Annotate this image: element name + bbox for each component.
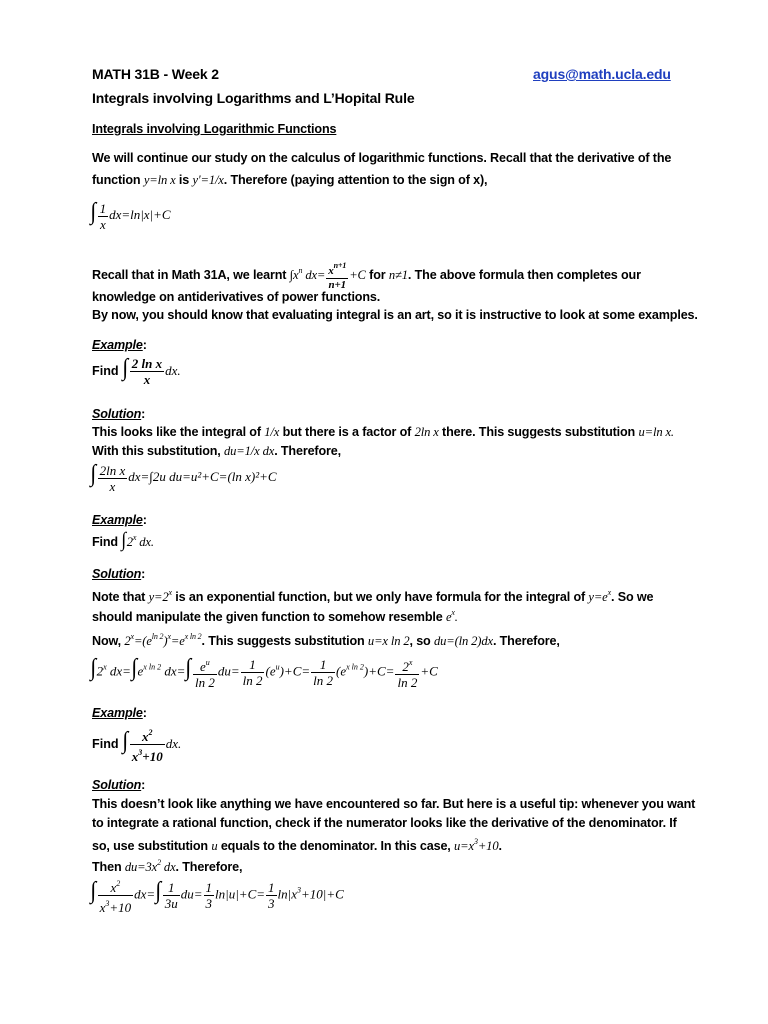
example-3-solution-line-2: to integrate a rational function, check if the numerator looks like the derivative of the denominator. If (92, 816, 677, 830)
intro-line-1: We will continue our study on the calculus of logarithmic functions. Recall that the derivative of the (92, 151, 672, 165)
intro-line-6: By now, you should know that evaluating integral is an art, so it is instructive to look at some examples. (92, 308, 698, 322)
example-3-result: ∫ $\frac{x^2}{x^3+10}$ dx=∫ $\frac{1}{3u}$ du= $\frac{1}{3}$ ln|u|+C= $\frac{1}{3}$ $\ln|x^3+10|+C$ (90, 878, 344, 915)
document-title: MATH 31B - Week 2 (92, 66, 219, 82)
example-2-solution-label: Solution: (92, 567, 146, 581)
example-3-solution-line-3: so, use substitution u equals to the denominator. In this case, $u=x^3+10$. (92, 837, 502, 853)
example-2-solution-line-3: Now, $2^x=(e^{ln 2})^x=e^{x ln 2}$. This suggests substitution u=x ln 2, so du=(ln 2)dx. Therefore, (92, 632, 560, 648)
example-1-solution-label: Solution: (92, 407, 146, 421)
formula-log-integral: ∫ $\frac{1}{x}$ dx=ln|x|+C (90, 199, 171, 232)
example-2-solution-line-1: Note that $y=2^x$ is an exponential function, but we only have formula for the integral of $y=e^x$. So we (92, 588, 654, 604)
intro-recall-line: Recall that in Math 31A, we learnt $\int x^n$ dx= $\frac{x^{n+1}}{n+1}$ +C for n≠1. The above formula then completes our (92, 261, 641, 291)
example-3-solution-label: Solution: (92, 778, 146, 792)
example-2-solution-line-2: should manipulate the given function to somehow resemble $e^x$. (92, 608, 458, 624)
email-link[interactable]: agus@math.ucla.edu (533, 66, 671, 82)
example-2-label: Example: (92, 513, 147, 527)
example-1-label: Example: (92, 338, 147, 352)
section-heading: Integrals involving Logarithmic Functions (92, 122, 337, 136)
example-1-problem: Find ∫ $\frac{\text{2 ln x}}{x}$ dx. (92, 355, 181, 388)
document-subtitle: Integrals involving Logarithms and L’Hopital Rule (92, 90, 415, 106)
example-1-result: ∫ $\frac{\text{2ln x}}{x}$ dx=∫2u du=u²+C=(ln x)²+C (90, 461, 277, 494)
example-2-problem: Find ∫2$^x$ dx. (92, 529, 154, 551)
example-2-result: ∫2$^x$ $dx=\int e^{x ln 2}$ dx=∫ $\frac{e^u}{\ln 2}$ du= $\frac{1}{\ln 2}$ $(e^u)+C=$ $\frac{1}{\ln 2}$ $(e^{x ln 2})+C=$ $\frac{2^x}{\ln 2}$ +C (90, 655, 438, 690)
example-3-solution-line-4: Then $du=3x^2$ dx. Therefore, (92, 858, 243, 874)
example-3-label: Example: (92, 706, 147, 720)
example-3-problem: Find ∫ $\frac{x^2}{x^3+10}$ dx. (92, 727, 182, 764)
example-1-solution-line-1: This looks like the integral of 1/x but there is a factor of 2ln x there. This suggests substitution u=ln x. (92, 425, 674, 439)
intro-line-5: knowledge on antiderivatives of power functions. (92, 290, 381, 304)
example-1-solution-line-2: With this substitution, du=1/x dx. Therefore, (92, 444, 341, 458)
intro-line-2: function y=ln x is y'=1/x. Therefore (paying attention to the sign of x), (92, 173, 488, 187)
example-3-solution-line-1: This doesn’t look like anything we have encountered so far. But here is a useful tip: whenever you want (92, 797, 696, 811)
